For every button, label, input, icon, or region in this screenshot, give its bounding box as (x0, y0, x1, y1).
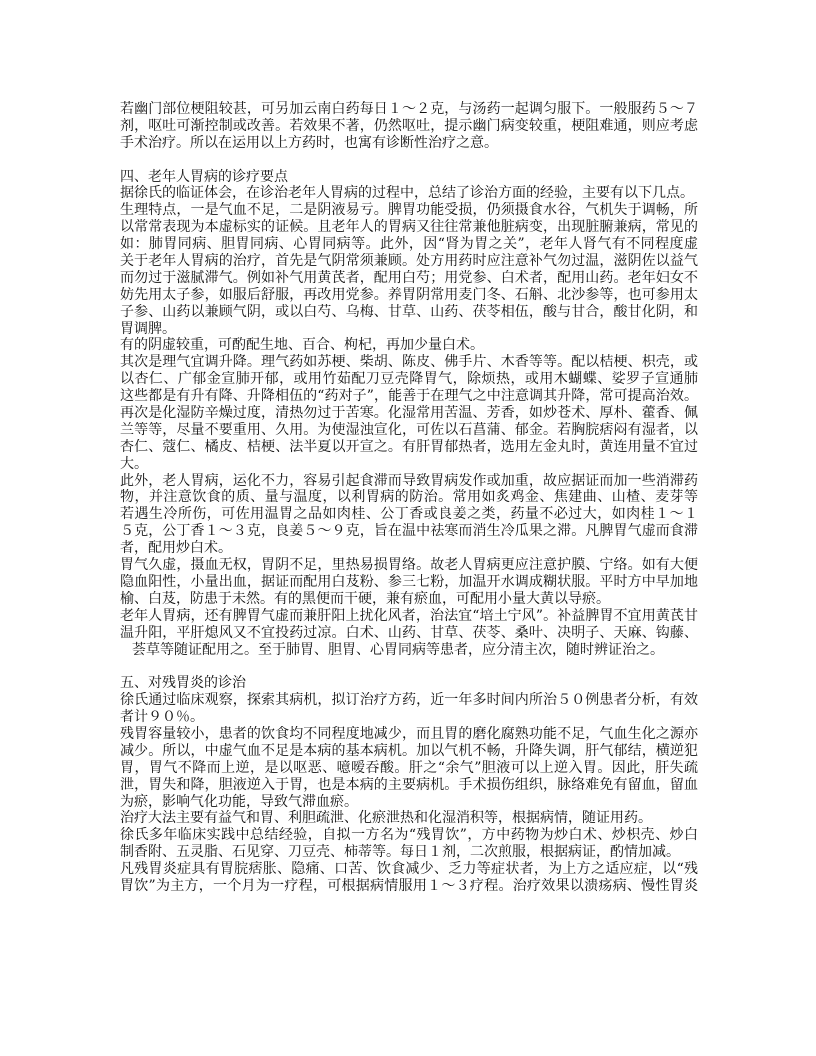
text-line: 残胃容量较小，患者的饮食均不同程度地减少，而且胃的磨化腐熟功能不足，气血生化之源亦 (120, 725, 698, 742)
text-line: 兰等等，尽量不要重用、久用。为使湿浊宣化，可佐以石菖蒲、郁金。若胸脘痞闷有湿者，以 (120, 421, 698, 438)
text-line: 妨先用太子参，如服后舒服，再改用党参。养胃阴常用麦门冬、石斛、北沙参等，也可参用太 (120, 286, 698, 303)
paragraph-gap (120, 152, 698, 169)
paragraph-gap (120, 658, 698, 675)
text-line: 老年人胃病，还有脾胃气虚而兼肝阳上扰化风者，治法宜“培土宁风”。补益脾胃不宜用黄芪甘 (120, 607, 698, 624)
text-line: 杏仁、蔻仁、橘皮、桔梗、法半夏以开宣之。有肝胃郁热者，选用左金丸时，黄连用量不宜过 (120, 438, 698, 455)
text-line: 泄，胃失和降，胆液逆入于胃，也是本病的主要病机。手术损伤组织，脉络难免有留血，留血 (120, 776, 698, 793)
text-line: 子参、山药以兼顾气阴，或以白芍、乌梅、甘草、山药、茯苓相伍，酸与甘合，酸甘化阴，和 (120, 303, 698, 320)
text-line: 其次是理气宜调升降。理气药如苏梗、柴胡、陈皮、佛手片、木香等等。配以桔梗、枳壳，或 (120, 354, 698, 371)
text-line: 这些都是有升有降、升降相伍的“药对子”，能善于在理气之中注意调其升降，常可提高治效。 (120, 388, 698, 405)
text-line: 剂，呕吐可渐控制或改善。若效果不著，仍然呕吐，提示幽门病变较重，梗阻难通，则应考虑 (120, 117, 698, 134)
text-line: 减少。所以，中虚气血不足是本病的基本病机。加以气机不畅，升降失调，肝气郁结，横逆犯 (120, 742, 698, 759)
text-line: 物，并注意饮食的质、量与温度，以利胃病的防治。常用如炙鸡金、焦建曲、山楂、麦芽等 (120, 489, 698, 506)
text-line: 隐血阳性，小量出血，据证而配用白芨粉、参三七粉，加温开水调成糊状服。平时方中早加地 (120, 573, 698, 590)
text-line: 徐氏通过临床观察，探索其病机，拟订治疗方药，近一年多时间内所治５０例患者分析，有效 (120, 692, 698, 709)
text-line: ５克，公丁香１～３克，良姜５～９克，旨在温中祛寒而消生冷瓜果之滞。凡脾胃气虚而食滞 (120, 523, 698, 540)
text-line: 以杏仁、广郁金宣肺开郁，或用竹茹配刀豆壳降胃气，除烦热，或用木蝴蝶、娑罗子宣通肺 (120, 371, 698, 388)
text-line: 若幽门部位梗阻较甚，可另加云南白药每日１～２克，与汤药一起调匀服下。一般服药５～７ (120, 101, 698, 117)
text-line: 据徐氏的临证体会，在诊治老年人胃病的过程中，总结了诊治方面的经验，主要有以下几点。 (120, 185, 694, 202)
text-line: 生理特点，一是气血不足，二是阴液易亏。脾胃功能受损，仍须摄食水谷，气机失于调畅，所 (120, 202, 698, 219)
text-line: 者，配用炒白术。 (120, 540, 232, 557)
text-line: 而勿过于滋腻滞气。例如补气用黄芪者，配用白芍；用党参、白术者，配用山药。老年妇女不 (120, 269, 698, 286)
section-heading-5: 五、对残胃炎的诊治 (120, 675, 246, 692)
text-line: 再次是化湿防辛燥过度，清热勿过于苦寒。化湿常用苦温、芳香，如炒苍术、厚朴、藿香、佩 (120, 405, 698, 422)
text-line: 为瘀，影响气化功能，导致气滞血瘀。 (120, 793, 358, 810)
text-line: 胃气久虚，摄血无权，胃阴不足，里热易损胃络。故老人胃病更应注意护膜、宁络。如有大便 (120, 557, 698, 574)
text-line: 制香附、五灵脂、石见穿、刀豆壳、柿蒂等。每日１剂，二次煎服，根据病证，酌情加减。 (120, 844, 680, 861)
text-line: 胃，胃气不降而上逆，是以呕恶、噫嗳吞酸。肝之“余气”胆液可以上逆入胃。因此，肝失疏 (120, 759, 698, 776)
text-line: 荟草等随证配用之。至于肺胃、胆胃、心胃同病等患者，应分清主次，随时辨证治之。 (132, 641, 664, 658)
text-line: 手术治疗。所以在运用以上方药时，也寓有诊断性治疗之意。 (120, 134, 498, 151)
text-line: 胃饮”为主方，一个月为一疗程，可根据病情服用１～３疗程。治疗效果以溃疡病、慢性胃炎 (120, 877, 698, 894)
text-line: 榆、白芨，防患于未然。有的黑便而干硬，兼有瘀血，可配用小量大黄以导瘀。 (120, 590, 610, 607)
text-line: 关于老年人胃病的治疗，首先是气阴常须兼顾。处方用药时应注意补气勿过温，滋阴佐以益气 (120, 253, 698, 270)
text-line: 此外，老人胃病，运化不力，容易引起食滞而导致胃病发作或加重，故应据证而加一些消滞药 (120, 472, 698, 489)
text-line: 有的阴虚较重，可酌配生地、百合、枸杞，再加少量白术。 (120, 337, 484, 354)
text-line: 温升阳，平肝熄风又不宜投药过凉。白术、山药、甘草、茯苓、桑叶、决明子、天麻、钩藤、 (120, 624, 698, 641)
text-line: 若遇生冷所伤，可佐用温胃之品如肉桂、公丁香或良姜之类，药量不必过大，如肉桂１～１ (120, 506, 698, 523)
document-page (120, 101, 698, 895)
text-line: 胃调脾。 (120, 320, 176, 337)
text-line: 徐氏多年临床实践中总结经验，自拟一方名为“残胃饮”，方中药物为炒白术、炒枳壳、炒白 (120, 827, 698, 844)
text-line: 大。 (120, 455, 148, 472)
section-heading-4: 四、老年人胃病的诊疗要点 (120, 168, 288, 185)
text-line: 以常常表现为本虚标实的证候。且老年人的胃病又往往常兼他脏病变，出现脏腑兼病，常见的 (120, 219, 698, 236)
text-line: 治疗大法主要有益气和胃、利胆疏泄、化瘀泄热和化湿消积等，根据病情，随证用药。 (120, 810, 652, 827)
text-line: 如：肺胃同病、胆胃同病、心胃同病等。此外，因“肾为胃之关”，老年人肾气有不同程度虚 (120, 236, 698, 253)
text-line: 凡残胃炎症具有胃脘痞胀、隐痛、口苦、饮食减少、乏力等症状者，为上方之适应症，以“残 (120, 861, 698, 878)
text-line: 者计９０％。 (120, 709, 204, 726)
